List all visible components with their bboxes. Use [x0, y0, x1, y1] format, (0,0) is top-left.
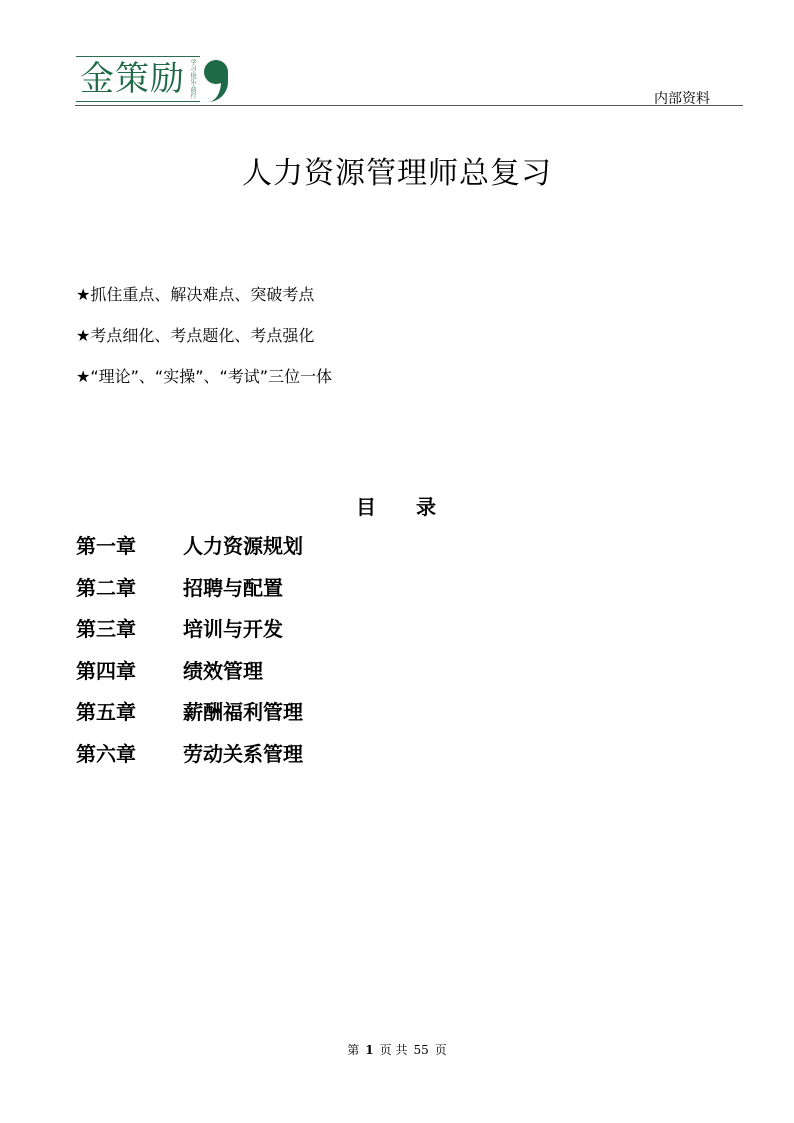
- page-number: 1: [365, 1043, 374, 1057]
- logo-box: [76, 56, 200, 102]
- toc-row[interactable]: [76, 699, 303, 741]
- footer-mid: 页 共: [379, 1043, 408, 1057]
- logo-text: 金策励: [80, 59, 185, 99]
- toc-chapter-name: 薪酬福利管理: [183, 700, 303, 724]
- bullet-item: ★抓住重点、解决难点、突破考点: [76, 285, 315, 304]
- toc-row[interactable]: [76, 741, 303, 783]
- table-of-contents: [76, 533, 303, 782]
- bullet-item: ★考点细化、考点题化、考点强化: [76, 326, 315, 345]
- document-title: 人力资源管理师总复习: [242, 156, 552, 191]
- toc-chapter-name: 人力资源规划: [183, 534, 303, 558]
- company-logo: [76, 56, 232, 102]
- footer-prefix: 第: [347, 1043, 360, 1057]
- page-footer: [0, 1041, 794, 1058]
- toc-chapter-name: 绩效管理: [183, 658, 263, 683]
- bullet-item: ★“理论”、“实操”、“考试”三位一体: [76, 367, 333, 386]
- toc-chapter-number: 第四章: [76, 658, 136, 683]
- internal-label: 内部资料: [654, 91, 710, 107]
- toc-row[interactable]: [76, 658, 303, 700]
- toc-chapter-number: 第六章: [76, 741, 136, 766]
- toc-row[interactable]: [76, 533, 303, 575]
- logo-tagline: 学习·快乐·前行: [189, 59, 196, 99]
- toc-chapter-name: 招聘与配置: [183, 575, 283, 600]
- toc-chapter-number: 第三章: [76, 617, 136, 641]
- footer-suffix: 页: [434, 1043, 447, 1057]
- bullet-list: [76, 284, 332, 407]
- toc-chapter-number: 第二章: [76, 575, 136, 600]
- toc-heading: [356, 491, 476, 520]
- toc-chapter-number: 第一章: [76, 534, 136, 558]
- toc-heading-char: 录: [416, 495, 436, 519]
- header-divider: [75, 105, 743, 106]
- toc-chapter-name: 劳动关系管理: [183, 741, 303, 766]
- toc-chapter-number: 第五章: [76, 700, 136, 724]
- toc-row[interactable]: [76, 616, 303, 658]
- toc-heading-char: 目: [356, 495, 376, 519]
- toc-chapter-name: 培训与开发: [183, 617, 283, 641]
- page-total: 55: [413, 1043, 429, 1057]
- toc-row[interactable]: [76, 575, 303, 617]
- comma-logo-icon: [202, 56, 232, 102]
